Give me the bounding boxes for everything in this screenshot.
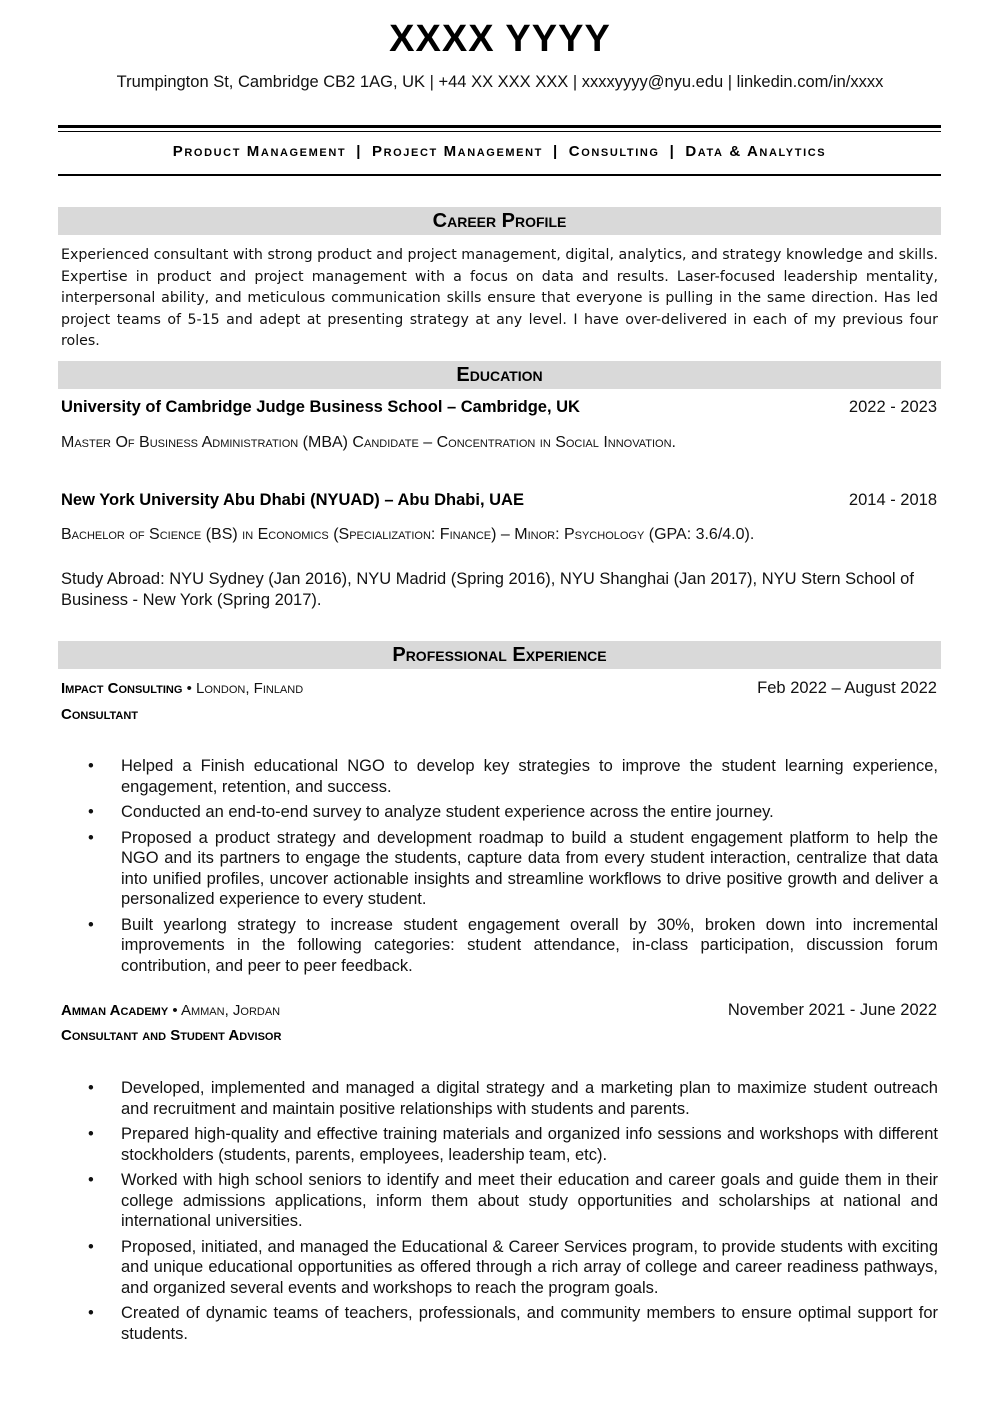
bullet-dot: • <box>88 757 94 775</box>
list-item <box>61 828 938 910</box>
contact-line: Trumpington St, Cambridge CB2 1AG, UK | +44 XX XXX XXX | xxxxyyyy@nyu.edu | linkedin.com/in/xxxx <box>116 73 884 91</box>
company-line <box>61 1002 280 1019</box>
career-profile-text: Experienced consultant with strong product and project management, digital, analytics, and strategy knowledge and skills. Expertise in product and project management with a focus on data and results. Laser-focused leadership mentality, interpersonal ability, and meticulous communication skills ensure that everyone is pulling in the same direction. Has led project teams of 5-15 and adept at presenting strategy at any level. I have over-delivered in each of my previous four roles. <box>61 247 938 349</box>
specialty-item: Project Management <box>371 143 543 160</box>
list-item <box>61 1170 938 1232</box>
bullet-dot: • <box>88 915 94 934</box>
school-name: New York University Abu Dhabi (NYUAD) – Abu Dhabi, UAE <box>61 491 524 509</box>
header-rule-thick <box>58 125 941 128</box>
specialty-item: Data & Analytics <box>685 143 827 160</box>
education-entry-header <box>61 398 937 417</box>
list-item <box>61 1124 938 1165</box>
bullet-text: Proposed a product strategy and development roadmap to build a student engagement platform to help the NGO and its partners to engage the students, capture data from every student interaction, centralize that data into unified profiles, uncover actionable insights and streamline workflows to drive positive growth and deliver a personalized experience to every student. <box>121 828 938 908</box>
list-item <box>61 756 938 797</box>
list-item <box>61 1303 938 1344</box>
list-item <box>61 1237 938 1299</box>
job-role: Consultant and Student Advisor <box>61 1027 282 1044</box>
bullet-dot: • <box>88 803 94 821</box>
bullet-text: Built yearlong strategy to increase student engagement overall by 30%, broken down into incremental improvements in the following categories: student attendance, in-class participation, discussion forum contribution, and peer to peer feedback. <box>121 915 938 975</box>
bullet-text: Proposed, initiated, and managed the Educational & Career Services program, to provide students with exciting and unique educational opportunities as offered through a rich array of college and career readiness pathways, and organized several events and workshops to reach the program goals. <box>121 1237 938 1297</box>
experience-heading: Professional Experience <box>58 641 941 669</box>
education-dates: 2014 - 2018 <box>848 491 937 509</box>
bullet-separator: • <box>172 1002 178 1019</box>
specialties-line <box>58 143 941 160</box>
school-name: University of Cambridge Judge Business School – Cambridge, UK <box>61 398 580 416</box>
bullet-text: Created of dynamic teams of teachers, professionals, and community members to ensure optimal support for students. <box>121 1304 938 1343</box>
bullet-text: Prepared high-quality and effective training materials and organized info sessions and workshops with different stockholders (students, parents, employees, leadership team, etc). <box>121 1125 938 1164</box>
list-item <box>61 802 938 823</box>
bullet-dot: • <box>88 1079 94 1097</box>
company-location: Amman, Jordan <box>180 1002 281 1019</box>
job-role: Consultant <box>61 706 139 723</box>
bullet-dot: • <box>88 1237 94 1256</box>
company-location: London, Finland <box>196 680 304 697</box>
bullet-text: Helped a Finish educational NGO to develop key strategies to improve the student learning experience, engagement, retention, and success. <box>121 757 938 796</box>
company-name: Amman Academy <box>61 1002 169 1019</box>
specialty-item: Product Management <box>172 143 347 160</box>
bullet-dot: • <box>88 1304 94 1322</box>
job-dates: November 2021 - June 2022 <box>727 1001 937 1019</box>
job-header <box>61 1001 937 1020</box>
study-abroad-note: Study Abroad: NYU Sydney (Jan 2016), NYU Madrid (Spring 2016), NYU Shanghai (Jan 2017), NYU Stern School of Business - New York (Spring 2017). <box>61 570 914 609</box>
list-item <box>61 1078 938 1119</box>
specialty-separator: | <box>356 143 362 160</box>
career-profile-heading: Career Profile <box>58 207 941 235</box>
education-heading: Education <box>58 361 941 389</box>
job-bullets <box>61 756 938 981</box>
list-item <box>61 915 938 977</box>
specialty-separator: | <box>552 143 559 160</box>
specialty-item: Consulting <box>568 143 660 160</box>
degree-line: Master Of Business Administration (MBA) Candidate – Concentration in Social Innovation. <box>61 434 676 451</box>
header-rule-thin <box>58 131 941 132</box>
degree-line: Bachelor of Science (BS) in Economics (Specialization: Finance) – Minor: Psychology (GPA: 3.6/4.0). <box>61 526 755 543</box>
job-header <box>61 679 937 698</box>
company-name: Impact Consulting <box>61 680 183 697</box>
candidate-name: XXXX YYYY <box>389 18 611 60</box>
bullet-dot: • <box>88 1125 94 1143</box>
bullet-text: Worked with high school seniors to identify and meet their education and career goals and guide them in their college admissions applications, inform them about study opportunities and scholarships at national and international universities. <box>121 1171 938 1230</box>
bullet-separator: • <box>186 680 192 697</box>
job-dates: Feb 2022 – August 2022 <box>757 679 937 697</box>
education-entry-header <box>61 491 937 510</box>
specialty-separator: | <box>669 143 676 160</box>
company-line <box>61 680 303 697</box>
bullet-dot: • <box>88 828 94 847</box>
bullet-text: Conducted an end-to-end survey to analyze student experience across the entire journey. <box>121 803 774 821</box>
specialties-bottom-rule <box>58 174 941 176</box>
bullet-dot: • <box>88 1171 94 1189</box>
job-bullets <box>61 1078 938 1349</box>
bullet-text: Developed, implemented and managed a digital strategy and a marketing plan to maximize student outreach and recruitment and maintain positive relationships with students and parents. <box>121 1079 938 1118</box>
education-dates: 2022 - 2023 <box>848 398 937 416</box>
